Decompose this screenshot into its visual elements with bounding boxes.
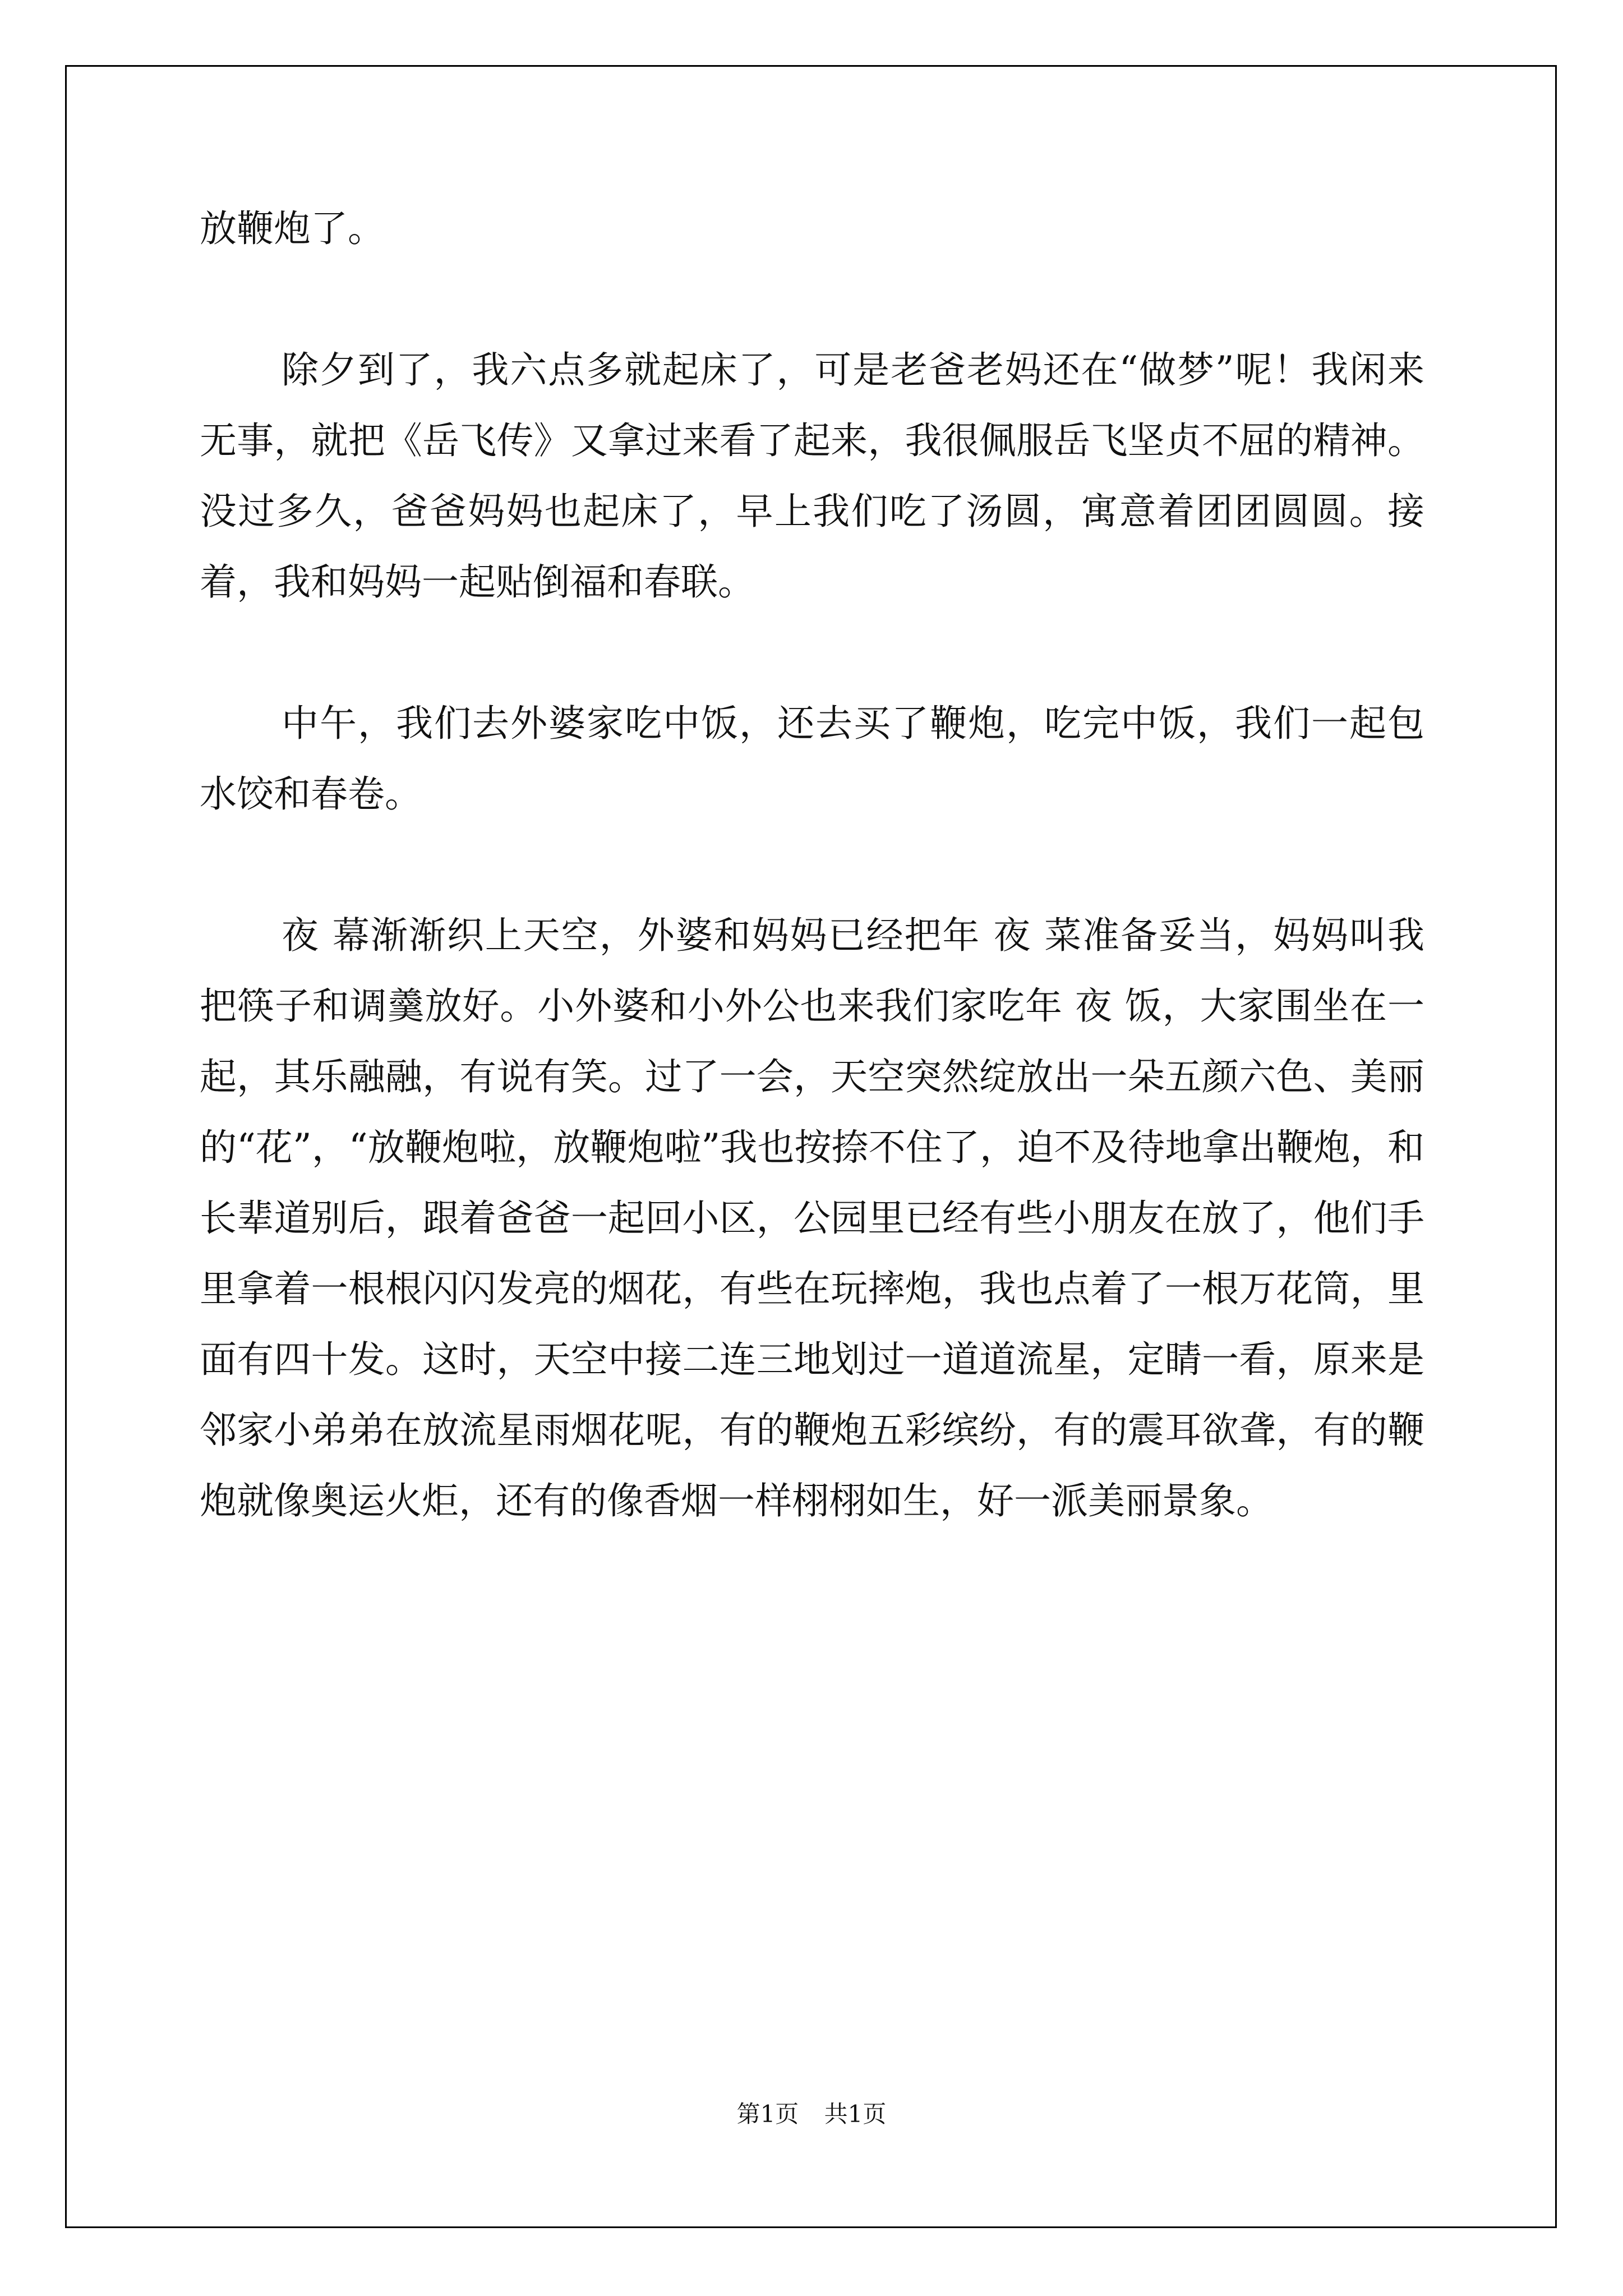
document-body (200, 194, 1424, 1536)
paragraph-4: 夜 幕渐渐织上天空，外婆和妈妈已经把年 夜 菜准备妥当，妈妈叫我把筷子和调羹放好。小外婆和小外公也来我们家吃年 夜 饭，大家围坐在一起，其乐融融，有说有笑。过了一会，天空突然绽放出一朵五颜六色、美丽的“花”，“放鞭炮啦，放鞭炮啦”我也按捺不住了，迫不及待地拿出鞭炮，和长辈道别后，跟着爸爸一起回小区，公园里已经有些小朋友在放了，他们手里拿着一根根闪闪发亮的烟花，有些在玩摔炮，我也点着了一根万花筒，里面有四十发。这时，天空中接二连三地划过一道道流星，定睛一看，原来是邻家小弟弟在放流星雨烟花呢，有的鞭炮五彩缤纷，有的震耳欲聋，有的鞭炮就像奥运火炬，还有的像香烟一样栩栩如生，好一派美丽景象。 (200, 914, 1424, 1522)
page-number-current: 第1页 (736, 2100, 799, 2128)
paragraph-3: 中午，我们去外婆家吃中饭，还去买了鞭炮，吃完中饭，我们一起包水饺和春卷。 (200, 702, 1424, 816)
page-number-total: 共1页 (824, 2100, 887, 2128)
paragraph-1: 放鞭炮了。 (200, 207, 385, 250)
page-footer (0, 2096, 1623, 2129)
paragraph-2: 除夕到了，我六点多就起床了，可是老爸老妈还在“做梦”呢！我闲来无事，就把《岳飞传》又拿过来看了起来，我很佩服岳飞坚贞不屈的精神。没过多久，爸爸妈妈也起床了，早上我们吃了汤圆，寓意着团团圆圆。接着，我和妈妈一起贴倒福和春联。 (200, 348, 1424, 604)
